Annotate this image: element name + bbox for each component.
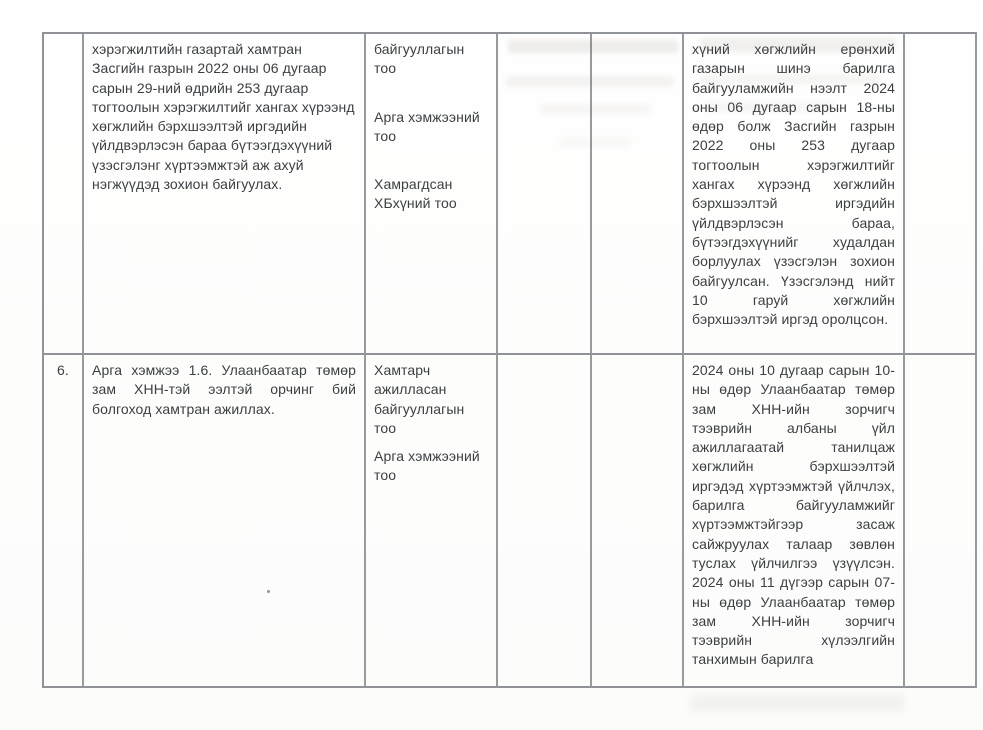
empty-cell (498, 34, 592, 355)
result-text: 2024 оны 10 дугаар сарын 10-ны өдөр Улаанбаатар төмөр зам ХНН-ийн зорчигч тээврийн албаны үйл ажиллагаатай танилцаж хөгжлийн бэрхшээлтэй иргэдэд хүртээмжтэй үйлчлэх, барилга байгууламжийг хүртээмжтэйгээр засаж сайжруулах талаар зөвлөн туслах үйлчилгээ үзүүлсэн. 2024 оны 11 дүгээр сарын 07-ны өдөр Улаанбаатар төмөр зам ХНН-ийн зорчигч тээврийн хүлээлгийн танхимын барилга (692, 362, 895, 668)
row-number: 6. (57, 362, 69, 378)
row-number-cell (44, 34, 84, 355)
empty-cell (905, 34, 977, 355)
empty-cell (498, 355, 592, 688)
activity-text: Арга хэмжээ 1.6. Улаанбаатар төмөр зам ХНН-тэй ээлтэй орчинг бий болгоход хамтран ажиллах. (92, 362, 356, 417)
activity-text: хэрэгжилтийн газартай хамтран Засгийн газрын 2022 оны 06 дугаар сарын 29-ний өдрийн 253 дугаар тогтоолын хэрэгжилтийг хангах хүрээнд хөгжлийн бэрхшээлтэй иргэдийн үйлдвэрлэсэн бараа бүтээгдэхүүний үзэсгэлэнг хүртээмжтэй аж ахуй нэгжүүдэд зохион байгуулах. (92, 41, 355, 193)
indicator-item: байгууллагын тоо (374, 41, 465, 77)
empty-cell (592, 34, 684, 355)
empty-cell (905, 355, 977, 688)
indicator-item: Хамрагдсан ХБхүний тоо (374, 176, 457, 212)
indicator-item: Арга хэмжээний тоо (374, 448, 480, 484)
indicator-item: Хамтарч ажилласан байгууллагын тоо (374, 362, 465, 436)
indicator-cell (366, 34, 498, 355)
scan-speck-artifact (267, 590, 270, 593)
indicator-item: Арга хэмжээний тоо (374, 108, 480, 144)
result-text: хүний хөгжлийн ерөнхий газарын шинэ барилга байгууламжийн нээлт 2024 оны 06 дугаар сарын 18-ны өдөр болж Засгийн газрын 2022 оны 253 дугаар тогтоолын хэрэгжилтийг хангах хүрээнд хөгжлийн бэрхшээлтэй иргэдийн үйлдвэрлэсэн бараа, бүтээгдэхүүнийг худалдан борлуулах үзэсгэлэн зохион байгуулсан. Үзэсгэлэнд нийт 10 гаруй хөгжлийн бэрхшээлтэй иргэд оролцсон. (692, 41, 895, 328)
scan-smudge-artifact (690, 694, 905, 712)
result-cell (684, 355, 905, 688)
indicator-cell (366, 355, 498, 688)
implementation-report-table (42, 32, 977, 688)
empty-cell (592, 355, 684, 688)
activity-cell (84, 355, 366, 688)
activity-cell (84, 34, 366, 355)
row-number-cell (44, 355, 84, 688)
result-cell (684, 34, 905, 355)
